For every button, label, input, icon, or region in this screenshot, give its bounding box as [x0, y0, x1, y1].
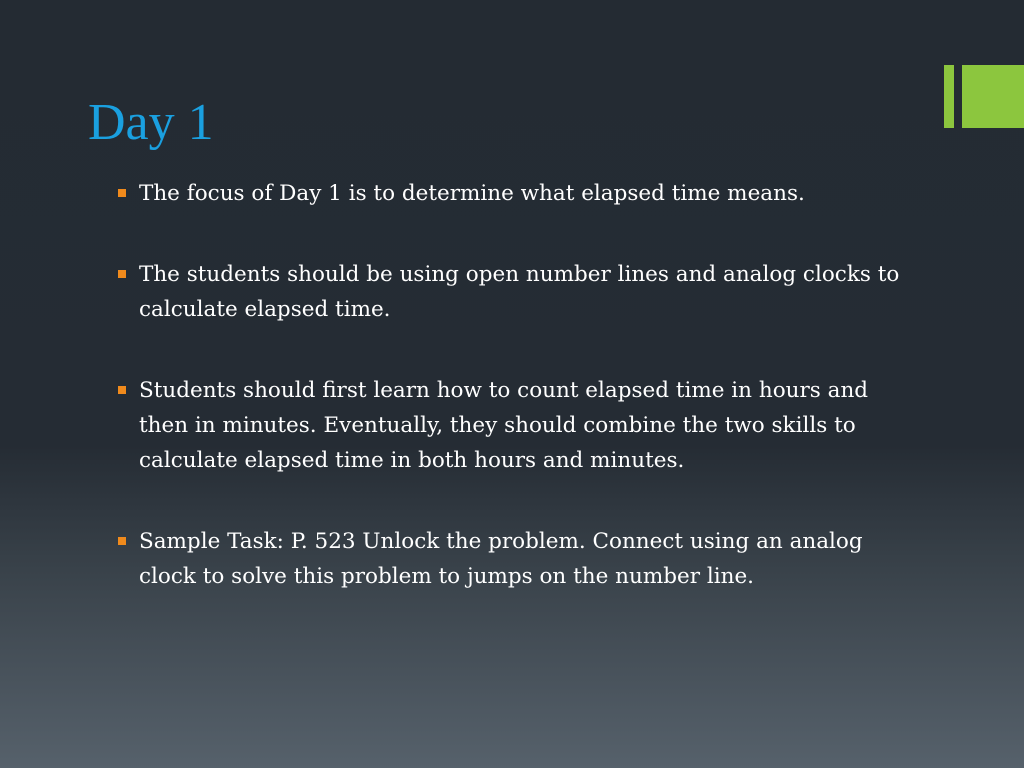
- bullet-item: [118, 176, 918, 211]
- bullet-list: [118, 176, 918, 640]
- bullet-item: [118, 257, 918, 327]
- accent-bar-thin: [944, 65, 954, 128]
- bullet-item: [118, 373, 918, 478]
- slide-title: Day 1: [88, 94, 214, 151]
- square-bullet-icon: [118, 189, 126, 197]
- bullet-item: [118, 524, 918, 594]
- bullet-text: Students should first learn how to count elapsed time in hours and then in minutes. Eventually, they should combine the two skills to calculate elapsed time in both hours and minutes.: [139, 378, 869, 473]
- bullet-text: The students should be using open number lines and analog clocks to calculate elapsed time.: [139, 262, 900, 322]
- bullet-text: The focus of Day 1 is to determine what elapsed time means.: [139, 181, 805, 206]
- bullet-text: Sample Task: P. 523 Unlock the problem. Connect using an analog clock to solve this problem to jumps on the number line.: [139, 529, 863, 589]
- accent-bar-thick: [962, 65, 1024, 128]
- square-bullet-icon: [118, 537, 126, 545]
- square-bullet-icon: [118, 270, 126, 278]
- square-bullet-icon: [118, 386, 126, 394]
